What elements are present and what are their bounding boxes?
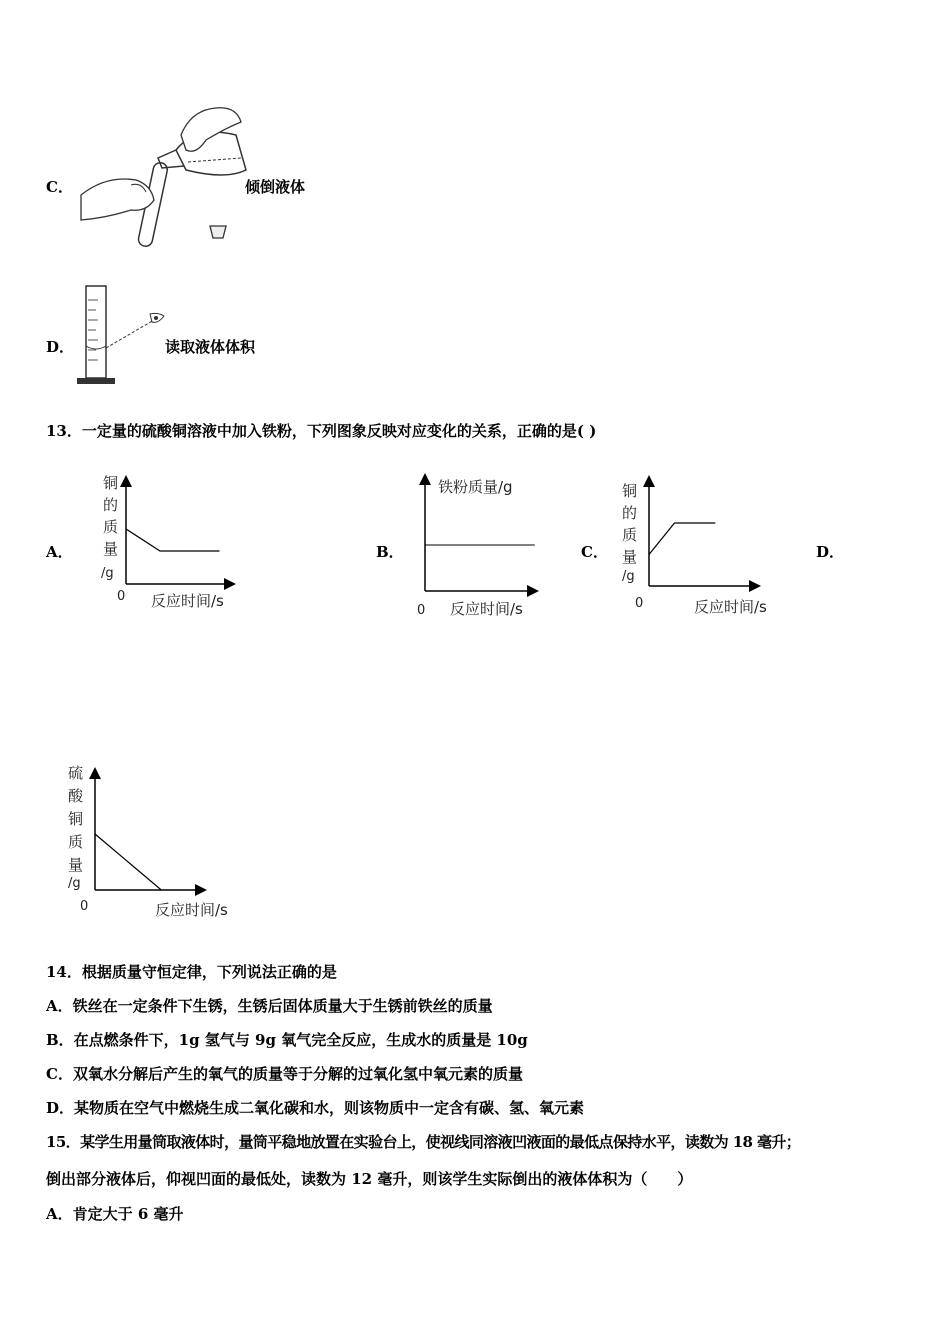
- q12-option-d-label: D．: [46, 338, 75, 356]
- graph-d-ylabel-2: 酸: [68, 787, 84, 805]
- graph-c-ylabel-unit: /g: [622, 569, 635, 584]
- graph-b-origin: 0: [417, 603, 426, 618]
- graph-a-ylabel-3: 质: [103, 518, 119, 536]
- graph-c-ylabel-4: 量: [622, 548, 638, 566]
- graph-c-origin: 0: [635, 596, 644, 611]
- q15-stem-line1: 15．某学生用量筒取液体时，量筒平稳地放置在实验台上，使视线同溶液凹液面的最低点保持水平，读数为 18 毫升；: [46, 1133, 801, 1151]
- graph-b: [412, 470, 552, 620]
- q15-option-a: A．肯定大于 6 毫升: [46, 1205, 184, 1223]
- q14-option-b: B．在点燃条件下，1g 氢气与 9g 氧气完全反应，生成水的质量是 10g: [46, 1031, 528, 1049]
- graph-d: [62, 762, 252, 922]
- q13-stem: 13．一定量的硫酸铜溶液中加入铁粉，下列图象反映对应变化的关系，正确的是( ): [46, 422, 597, 440]
- q14-stem: 14．根据质量守恒定律，下列说法正确的是: [46, 963, 337, 981]
- q12-option-c-label: C．: [46, 178, 73, 196]
- graph-d-ylabel-3: 铜: [68, 810, 84, 828]
- graph-c-xlabel: 反应时间/s: [694, 598, 767, 616]
- graph-d-series-line: [95, 834, 161, 890]
- graph-d-origin: 0: [80, 899, 89, 914]
- q14-option-c: C．双氧水分解后产生的氧气的质量等于分解的过氧化氢中氧元素的质量: [46, 1065, 523, 1083]
- q13-option-d-label: D．: [816, 543, 845, 561]
- graph-d-ylabel-1: 硫: [68, 764, 84, 782]
- q12-option-d-text: 读取液体体积: [165, 338, 256, 356]
- pouring-liquid-illustration: [76, 100, 246, 250]
- q14-option-a: A．铁丝在一定条件下生锈，生锈后固体质量大于生锈前铁丝的质量: [46, 997, 493, 1015]
- graph-a-xlabel: 反应时间/s: [151, 592, 224, 610]
- graph-c-ylabel-2: 的: [622, 504, 638, 522]
- graph-d-ylabel-unit: /g: [68, 876, 81, 891]
- graph-b-xlabel: 反应时间/s: [450, 600, 523, 618]
- graph-a-ylabel-4: 量: [103, 540, 119, 558]
- graph-d-ylabel-4: 质: [68, 833, 84, 851]
- q14-option-d: D．某物质在空气中燃烧生成二氧化碳和水，则该物质中一定含有碳、氢、氧元素: [46, 1099, 585, 1117]
- q12-option-c-text: 倾倒液体: [245, 178, 306, 196]
- q13-option-b-label: B．: [376, 543, 404, 561]
- graph-c-series-line: [649, 523, 715, 555]
- graph-a-origin: 0: [117, 589, 126, 604]
- graph-c-ylabel-3: 质: [622, 526, 638, 544]
- graph-d-ylabel-5: 量: [68, 856, 84, 874]
- q15-stem-line2: 倒出部分液体后，仰视凹面的最低处，读数为 12 毫升，则该学生实际倒出的液体体积为（ ）: [46, 1170, 693, 1188]
- q13-option-c-label: C．: [581, 543, 608, 561]
- graduated-cylinder-illustration: [74, 280, 174, 390]
- graph-a-ylabel-1: 铜: [103, 474, 119, 492]
- graph-a-series-line: [126, 529, 220, 551]
- graph-d-xlabel: 反应时间/s: [155, 901, 228, 919]
- graph-a: [95, 470, 245, 615]
- graph-a-ylabel-2: 的: [103, 496, 119, 514]
- q13-option-a-label: A．: [46, 543, 73, 561]
- graph-c: [616, 474, 786, 619]
- graph-c-ylabel-1: 铜: [622, 482, 638, 500]
- graph-b-ylabel: 铁粉质量/g: [438, 478, 513, 496]
- graph-a-ylabel-unit: /g: [101, 566, 114, 581]
